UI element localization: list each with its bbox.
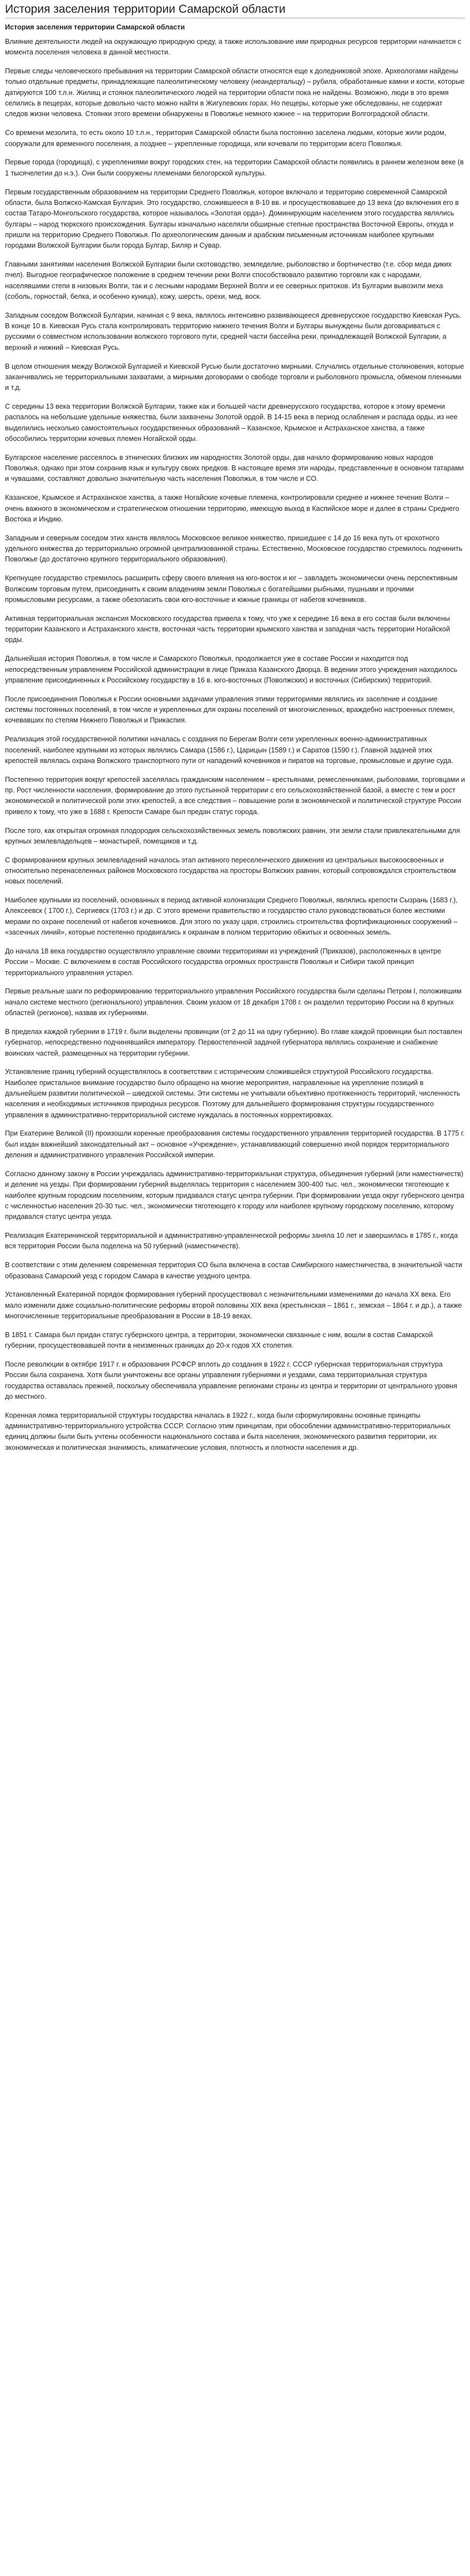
article-paragraph: Установление границ губерний осуществлялось в соответствии с историческим сложившейся структурой Российского государства. Наиболее пристальное внимание государство было обращено на многие мероприятия, направленные на укрепление позиций в дальнейшем развитии политической – шведской системы. Эти системы не учитывали объективно протяженность территорий, численность населения и необходимых источников природных ресурсов. Поэтому для дальнейшего формирования структуры государственного управления в административно-территориальной системе нуждалась в постоянных корректировках. — [5, 1068, 461, 1119]
article — [5, 22, 465, 1453]
article-paragraph: Крепнущее государство стремилось расширить сферу своего влияния на юго-восток и юг – завладеть экономически очень перспективным Волжским торговым путем, присоединить к своим владениям земли Поволжья с богатейшими рыбными, пушными и прочими промысловыми ресурсами, а также обезопасить свои юго-восточные и южные границы от набегов кочевников. — [5, 574, 458, 604]
article-body — [5, 37, 465, 1453]
article-paragraph: В целом отношения между Волжской Булгарией и Киевской Русью были достаточно мирными. Случались отдельные столкновения, которые заканчивались не территориальными захватами, а мирными договорами о свободе торговли и рыболовного промысла, обменом пленными и т.д. — [5, 362, 464, 392]
article-paragraph: Первые следы человеческого пребывания на территории Самарской области относятся еще к доледниковой эпохе. Археологами найдены только отдельные предметы, принадлежащие палеолитическому человеку (неандертальцу) – рубила, обработанные камни и кости, которые датируются 100 т.л.н. Жилищ и стоянок палеолитического людей на территории области пока не найдены. Возможно, люди в это время селились в пещерах, которые довольно часто можно найти в Жигулевских горах. Но пещеры, которые уже обследованы, не содержат следов жизни человека. Стоянки этого времени обнаружены в Поволжье немного южнее – на территории Волгоградской области. — [5, 67, 465, 118]
article-paragraph: Первым государственным образованием на территории Среднего Поволжья, которое включало и территорию современной Самарской области, была Волжско-Камская Булгария. Это государство, сложившееся в 8-10 вв. и просуществовавшее до 13 века (до включения его в состав Татаро-Монгольского государства, которое называлось «Золотая орда»). Доминирующим населением этого государства являлись булгары – народ тюркского происхождения. Булгары изначально населяли обширные степные пространства Восточной Европы, откуда и пришли на территорию Среднего Поволжья. По археологическим данным и арабским письменным источникам наиболее крупными городами Волжской Булгарии были города Булгар, Биляр и Сувар. — [5, 188, 459, 250]
article-paragraph: После присоединения Поволжья к России основными задачами управления этими территориями являлись их заселение и создание системы постоянных поселений, в том числе и укрепленных для охраны поселений от многочисленных, враждебно настроенных племен, кочевавших по степям Нижнего Поволжья и Прикаспия. — [5, 695, 455, 725]
article-paragraph: После революции в октябре 1917 г. и образования РСФСР вплоть до создания в 1922 г. СССР губернская территориальная структура России была сохранена. Хотя были уничтожены все органы управления губерниями и уездами, сама территориальная структура государства оставалась прежней, поскольку обеспечивала управление регионами страны из центра и территории от центрального уровня до местного. — [5, 1360, 457, 1400]
article-paragraph: Реализация Екатерининской территориальной и административно-управленческой реформы заняла 10 лет и завершилась в 1785 г., когда вся территория России была поделена на 50 губерний (наместничеств). — [5, 1232, 458, 1251]
article-paragraph: Западным и северным соседом этих ханств являлось Московское великое княжество, пришедшее с 14 до 16 века путь от крохотного удельного княжества до территориально огромной централизованной страны. Естественно, Московское государство стремилось подчинить Поволжье (до достаточно крупного территориального образования). — [5, 534, 463, 564]
article-paragraph: В 1851 г. Самара был придан статус губернского центра, а территории, экономически связанные с ним, вошли в состав Самарской губернии, просуществовавшей почти в неизменных границах до 20-х годов XX столетия. — [5, 1330, 433, 1350]
article-paragraph: Установленный Екатериной порядок формирования губерний просуществовал с незначительными изменениями до начала XX века. Его мало изменили даже социально-политические реформы второй половины XIX века (крестьянская – 1861 г., земская – 1864 г. и др.), а также многочисленные территориальные преобразования в России в 18-19 веках. — [5, 1290, 462, 1320]
article-paragraph: Активная территориальная экспансия Московского государства привела к тому, что уже к середине 16 века в его состав были включены территории Казанского и Астраханского ханств, восточная часть территории крымского ханства и западная часть территории Ногайской орды. — [5, 614, 450, 644]
article-paragraph: Булгарское население рассеялось в этнических близких им народностях Золотой орды, дав начало формированию новых народов Поволжья, однако при этом сохранив язык и культуру своих предков. В настоящее время эти народы, представленные в основном татарами и чувашами, составляют довольно значительную часть населения Поволжья, в том числе и СО. — [5, 453, 464, 483]
article-heading: История заселения территории Самарской области — [5, 23, 185, 31]
article-paragraph: В пределах каждой губернии в 1719 г. были выделены провинции (от 2 до 11 на одну губернию). Во главе каждой провинции был поставлен губернатор, непосредственно подчинявшийся императору. Первостепенной задачей губернатора являлись сохранение и снабжение воинских частей, размещенных на территории губернии. — [5, 1027, 462, 1057]
article-paragraph: Западным соседом Волжской Булгарии, начиная с 9 века, являлось интенсивно развивающееся древнерусское государство Киевская Русь. В конце 10 в. Киевская Русь стала контролировать территорию нижнего течения Волги и Булгары вынуждены были договариваться с русскими о совместном использовании волжского торгового пути, средней части бассейна реки, принадлежащей Волжской Булгарии, а верхний и нижний – Киевская Русь. — [5, 311, 462, 351]
article-paragraph: После того, как открытая огромная плодородия сельскохозяйственных земель поволжских равнин, эти земли стали привлекательными для крупных землевладельцев – монастырей, помещиков и т.д. — [5, 826, 460, 845]
article-paragraph: До начала 18 века государство осуществляло управление своими территориями из учреждений (Приказов), расположенных в центре России – Москве. С включением в состав Российского государства огромных пространств Поволжья и Сибири такой принцип территориального управления устарел. — [5, 947, 442, 977]
article-paragraph: Со времени мезолита, то есть около 10 т.л.н., территория Самарской области была постоянно заселена людьми, которые жили родом, сооружали для временного поселения, а позднее – укрепленные городища, или кочевали по территории всего Поволжья. — [5, 129, 447, 148]
article-paragraph: Реализация этой государственной политики началась с создания по Берегам Волги сети укрепленных военно-административных поселений, наиболее крупными из которых являлись Самара (1586 г.), Царицын (1589 г.) и Саратов (1590 г.). Главной задачей этих крепостей являлась охрана Волжского транспортного пути от нападений кочевников и пиратов на торговые, промысловые и другие суда. — [5, 735, 453, 765]
article-paragraph: При Екатерине Великой (II) произошли коренные преобразования системы государственного управления территорией государства. В 1775 г. был издан важнейший законодательный акт – основное «Учреждение», устанавливающий совершенно иной порядок территориального деления и административного управления Российской империи. — [5, 1129, 465, 1159]
article-paragraph: Казанское, Крымское и Астраханское ханства, а также Ногайские кочевые племена, контролировали среднее и нижнее течение Волги – очень важного в экономическом и стратегическом отношении территорию, имеющую выход в Каспийское море и далее в страны Среднего Востока и Индию. — [5, 494, 459, 523]
article-paragraph: Первые реальные шаги по реформированию территориального управления Российского государства были сделаны Петром I, положившим начало системе местного (регионального) управления. Своим указом от 18 декабря 1708 г. он разделил территорию России на 8 крупных областей (регионов), назвав их губерниями. — [5, 987, 462, 1017]
article-paragraph: С середины 13 века территории Волжской Булгарии, также как и большей части древнерусского государства, которое к этому времени распалось на небольшие удельные княжества, были захвачены Золотой ордой. В 14-15 века в период ослабления и распада орды, из нее выделились несколько самостоятельных государственных образований – Казанское, Крымское и Астраханское ханства, а также обособились территории кочевых племен Ногайской орды. — [5, 403, 458, 443]
page-title: История заселения территории Самарской области — [5, 3, 286, 16]
article-paragraph: В соответствии с этим делением современная территория СО была включена в состав Симбирского наместничества, в значительной части образована Самарский уезд с городом Самара в качестве уездного центра. — [5, 1261, 462, 1280]
article-paragraph: Постепенно территория вокруг крепостей заселялась гражданским населением – крестьянами, ремесленниками, рыболовами, торговцами и пр. Рост численности населения, формирование до этого пустынной территории с его сельскохозяйственной базой, а вместе с тем и рост экономической и политической роли этих крепостей, а все следствия – повышение роли в экономической и политической структуре России привело к тому, что уже в 1688 г. Крепости Самаре был предан статус города. — [5, 775, 465, 816]
article-paragraph: Дальнейшая история Поволжья, в том числе и Самарского Поволжья, продолжается уже в составе России и находится под непосредственным управлением Российской администрации в лице Приказа Казанского Дворца. В ведении этого учреждения находилось управление присоединенных к Российскому государству в 16 в. юго-восточных (Поволжских) и восточных (Сибирских) территорий. — [5, 655, 458, 684]
article-paragraph: Согласно данному закону в России учреждалась административно-территориальная структура, объединения губерний (или наместничеств) и деление на уезды. При формировании губерний выделялась территория с населением 300-400 тыс. чел., экономически тяготеющие к наиболее крупным городским поселениям, которым придавался статус центра губернии. При формировании уезда округ губернского центра с численностью населения 20-30 тыс. чел., экономически тяготеющего к городу или наиболее крупному городскому поселению, которому придавался статус центра уезда. — [5, 1169, 464, 1221]
article-paragraph: Влияние деятельности людей на окружающую природную среду, а также использование ими природных ресурсов территории начинается с момента поселения человека в данной местности. — [5, 38, 462, 57]
article-paragraph: Главными занятиями населения Волжской Булгарии были скотоводство, земледелие, рыболовство и бортничество (т.е. сбор меда диких пчел). Выгодное географическое положение в среднем течении реки Волги способствовало развитию торговли как с народами, населявшими степи в низовьях Волги, так и с лесными народами Верхней Волги и ее северных притоков. Из Булгарии вывозили меха (соболь, горностай, белка, и особенно куница), кожу, шерсть, орехи, мед, воск. — [5, 260, 452, 300]
article-paragraph: С формированием крупных землевладений началось этап активного переселенческого движения из центральных высокоосвоенных и относительно перенаселенных районов Московского государства на просторы Волжских равнин, который сопровождался строительством новых поселений. — [5, 856, 456, 886]
article-paragraph: Первые города (городища), с укреплениями вокруг городских стен, на территории Самарской области появились в раннем железном веке (в 1 тысячелетии до н.э.). Они были сооружены племенами белогорской культуры. — [5, 158, 464, 177]
article-paragraph: Наиболее крупными из поселений, основанных в период активной колонизации Среднего Поволжья, являлись крепости Сызрань (1683 г.), Алексеевск ( 1700 г.), Сергиевск (1703 г.) и др. С этого времени правительство и государство стало руководствоваться более жесткими мерами по охране поселений от набегов кочевников. Для этого по указу царя, строились строительства фортификационных сооружений – «засечных линий», которые постепенно продвигались к окраинам в полном территорию обжитых и освоенных земель. — [5, 896, 458, 937]
article-paragraph: Коренная ломка территориальной структуры государства началась в 1922 г., когда были сформулированы основные принципы административно-территориального устройства СССР. Согласно этим принципам, при обособлении административно-территориальных единиц должны были быть учтены особенности национального состава и быта населения, экономического развития территории, их экономическая и политическая значимость, климатические условия, плотность и плотности населения и др. — [5, 1411, 451, 1452]
